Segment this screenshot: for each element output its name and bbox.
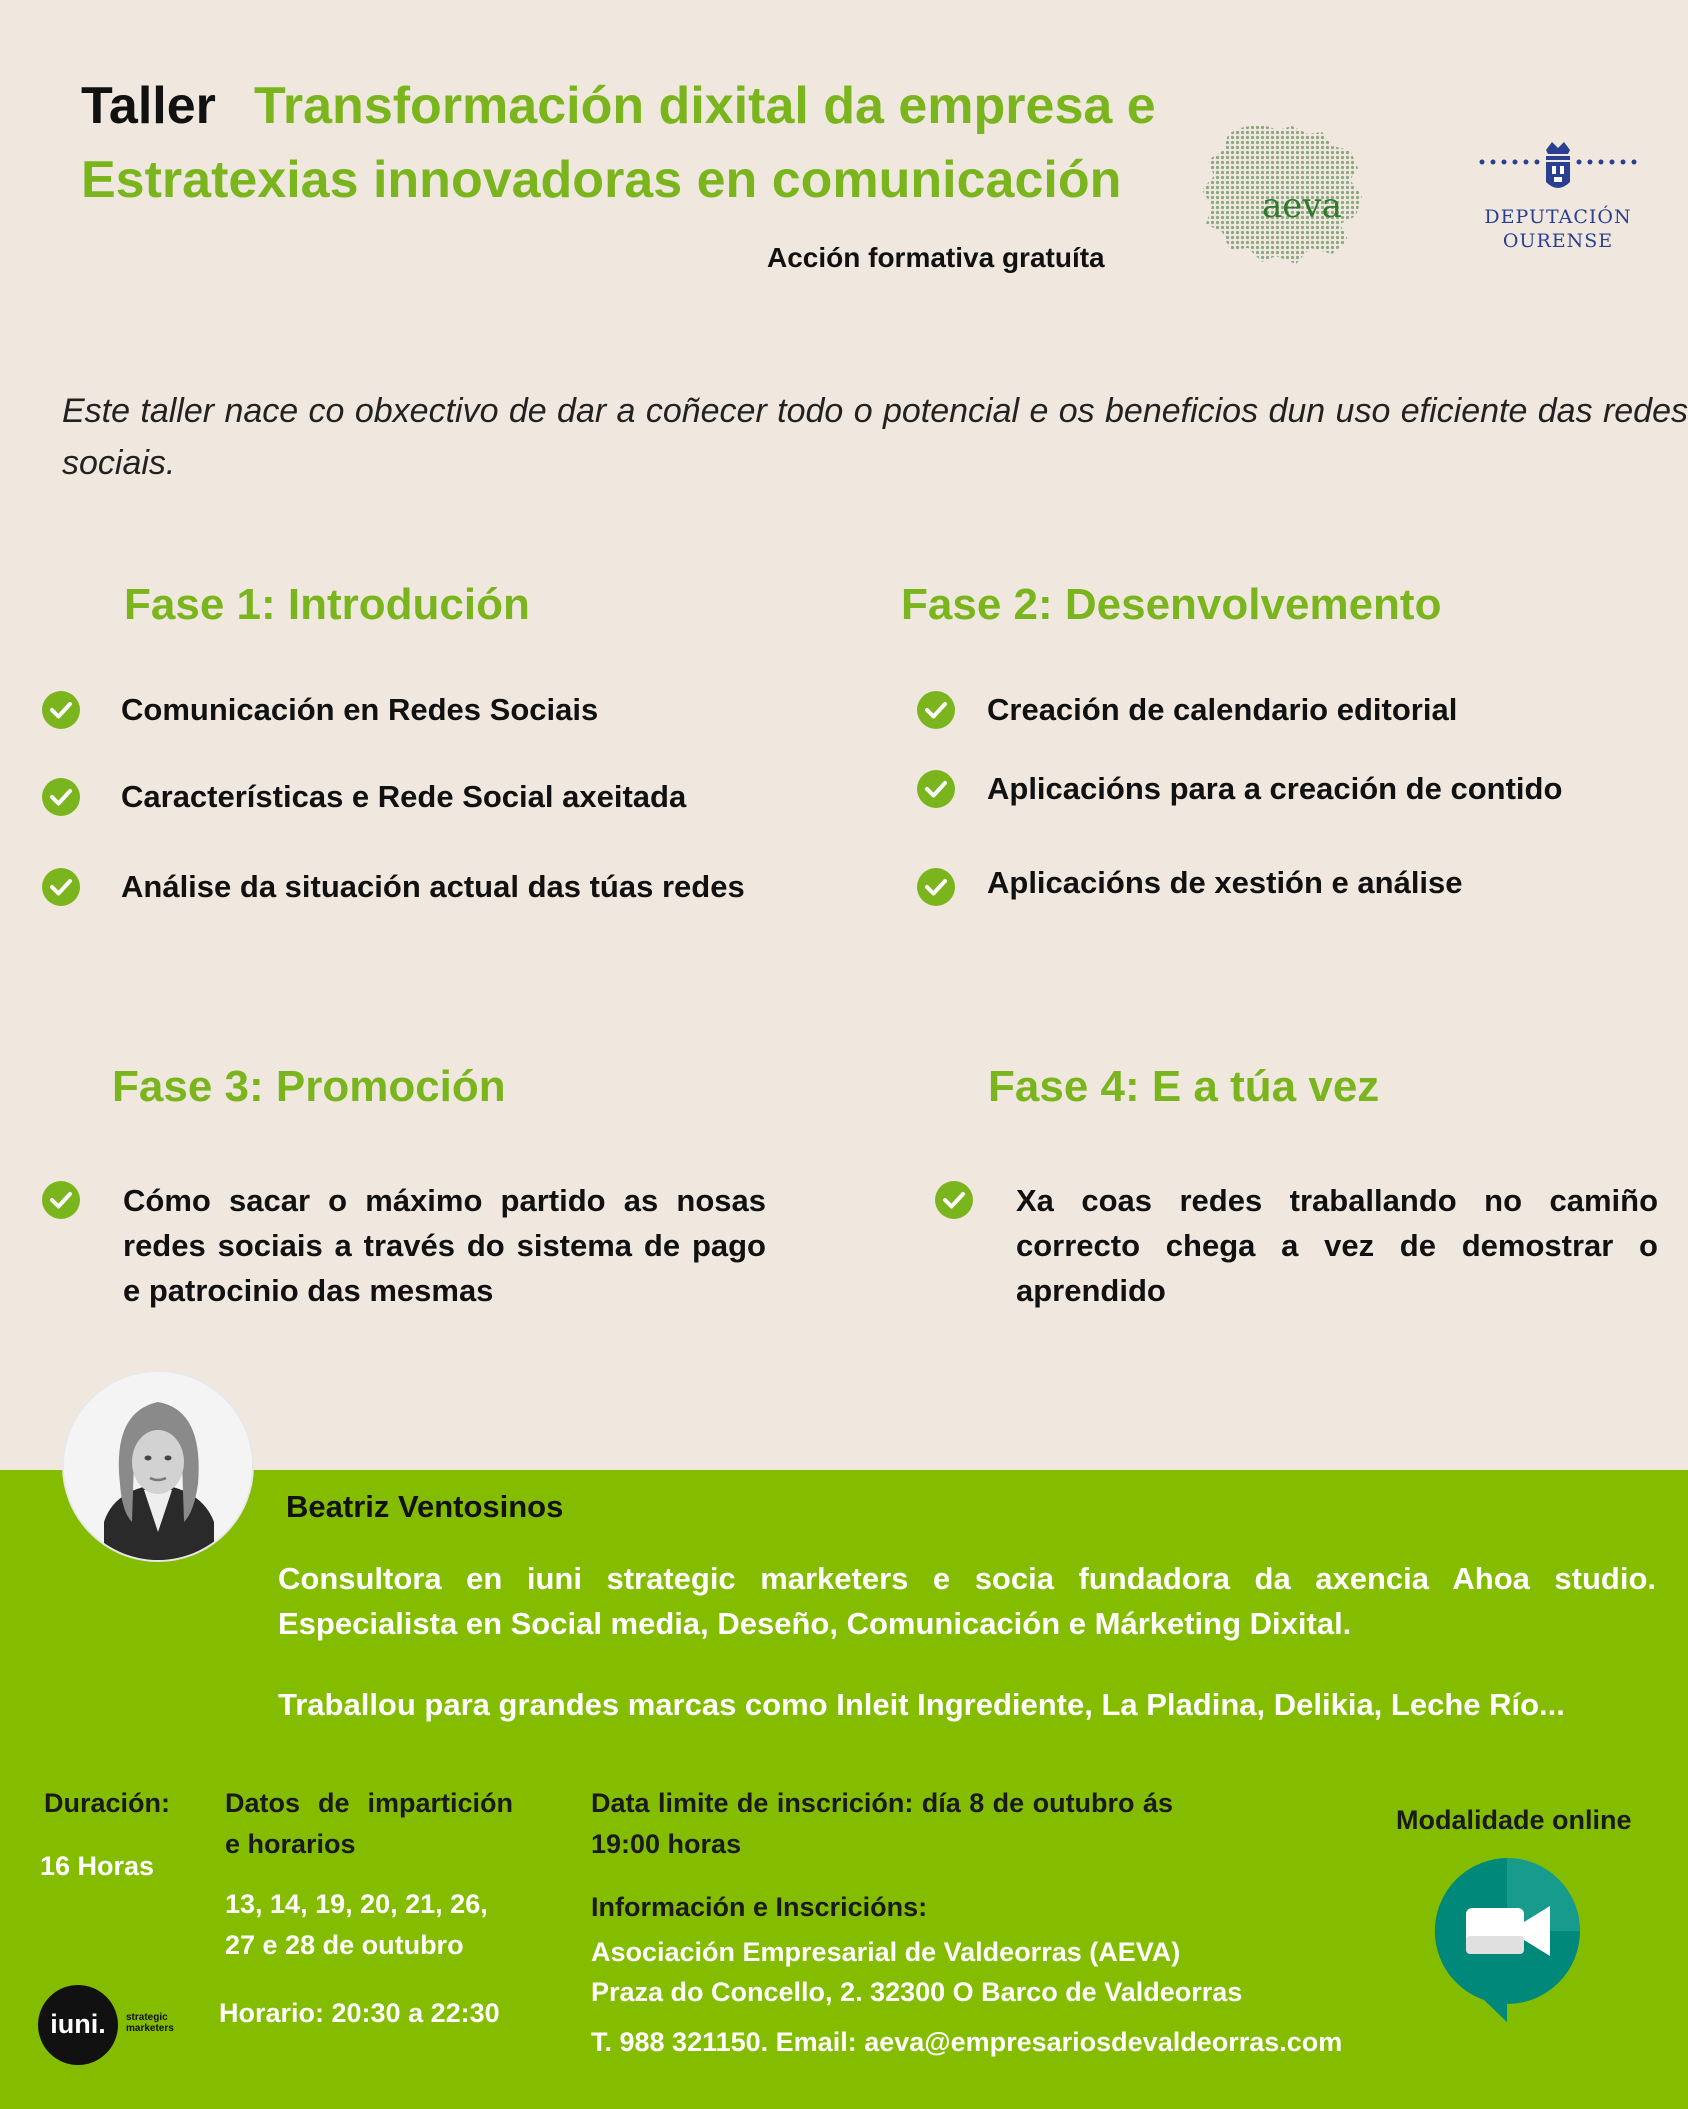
duration-label: Duración: <box>44 1788 171 1818</box>
iuni-logo <box>38 1985 118 2065</box>
title-taller: Taller <box>81 77 216 135</box>
iuni-tagline-1: strategic <box>126 2012 168 2023</box>
deputacion-line-1: DEPUTACIÓN <box>1484 206 1632 228</box>
check-icon <box>42 1181 80 1219</box>
phase-3-item: Cómo sacar o máximo partido as nosas redes sociais a través do sistema de pago e patrocinio das mesmas <box>123 1183 766 1308</box>
phase-1-item: Comunicación en Redes Sociais <box>121 692 599 727</box>
check-icon <box>917 770 955 808</box>
title-line-1: Transformación dixital da empresa e <box>254 77 1156 135</box>
phase-3-title: Fase 3: Promoción <box>112 1062 506 1111</box>
duration-value: 16 Horas <box>40 1851 155 1881</box>
coat-of-arms-icon <box>1476 136 1640 196</box>
check-icon <box>917 868 955 906</box>
modality-label: Modalidade online <box>1396 1805 1632 1835</box>
aeva-logo <box>1200 120 1368 270</box>
iuni-tagline-2: marketers <box>126 2023 174 2034</box>
intro-text: Este taller nace co obxectivo de dar a coñecer todo o potencial e os beneficios dun uso eficiente das redes sociais. <box>62 392 1688 482</box>
speaker-photo-icon <box>64 1372 252 1560</box>
phase-1-item: Características e Rede Social axeitada <box>121 779 687 814</box>
title-line-2: Estratexias innovadoras en comunicación <box>81 151 1122 209</box>
schedule-hours: Horario: 20:30 a 22:30 <box>219 1998 500 2028</box>
phase-1-title: Fase 1: Introdución <box>124 580 530 629</box>
org-address: Praza do Concello, 2. 32300 O Barco de Valdeorras <box>591 1977 1243 2007</box>
deadline-text: Data limite de inscrición: día 8 de outubro ás 19:00 horas <box>591 1788 1173 1859</box>
org-name: Asociación Empresarial de Valdeorras (AEVA) <box>591 1937 1181 1967</box>
schedule-dates: 13, 14, 19, 20, 21, 26, 27 e 28 de outubro <box>225 1889 488 1960</box>
iuni-tagline <box>126 2012 174 2034</box>
phase-2-title: Fase 2: Desenvolvemento <box>901 580 1442 629</box>
phase-2-item: Aplicacións para a creación de contido <box>987 771 1563 806</box>
check-icon <box>935 1181 973 1219</box>
deputacion-logo <box>1476 136 1640 256</box>
video-meeting-icon <box>1432 1856 1582 2024</box>
phase-1-item: Análise da situación actual das túas redes <box>121 869 745 904</box>
phase-4-title: Fase 4: E a túa vez <box>988 1062 1380 1111</box>
speaker-name: Beatriz Ventosinos <box>286 1489 564 1524</box>
phase-2-item: Aplicacións de xestión e análise <box>987 865 1463 900</box>
aeva-logo-text: aeva <box>1262 186 1342 226</box>
speaker-clients: Traballou para grandes marcas como Inleit Ingrediente, La Pladina, Delikia, Leche Río... <box>278 1687 1565 1722</box>
deputacion-line-2: OURENSE <box>1502 230 1614 252</box>
check-icon <box>917 691 955 729</box>
check-icon <box>42 868 80 906</box>
speaker-bio: Consultora en iuni strategic marketers e socia fundadora da axencia Ahoa studio. Especialista en Social media, Deseño, Comunicación e Márketing Dixital. <box>278 1561 1656 1641</box>
check-icon <box>42 778 80 816</box>
phase-4-item: Xa coas redes traballando no camiño correcto chega a vez de demostrar o aprendido <box>1016 1183 1658 1308</box>
subtitle: Acción formativa gratuíta <box>767 242 1105 273</box>
speaker-avatar <box>62 1370 254 1562</box>
check-icon <box>42 691 80 729</box>
iuni-logo-text: iuni. <box>50 2009 106 2039</box>
org-contact: T. 988 321150. Email: aeva@empresariosdevaldeorras.com <box>591 2027 1343 2057</box>
phase-2-item: Creación de calendario editorial <box>987 692 1458 727</box>
info-label: Información e Inscricións: <box>591 1892 928 1922</box>
schedule-label: Datos de impartición e horarios <box>225 1788 513 1859</box>
